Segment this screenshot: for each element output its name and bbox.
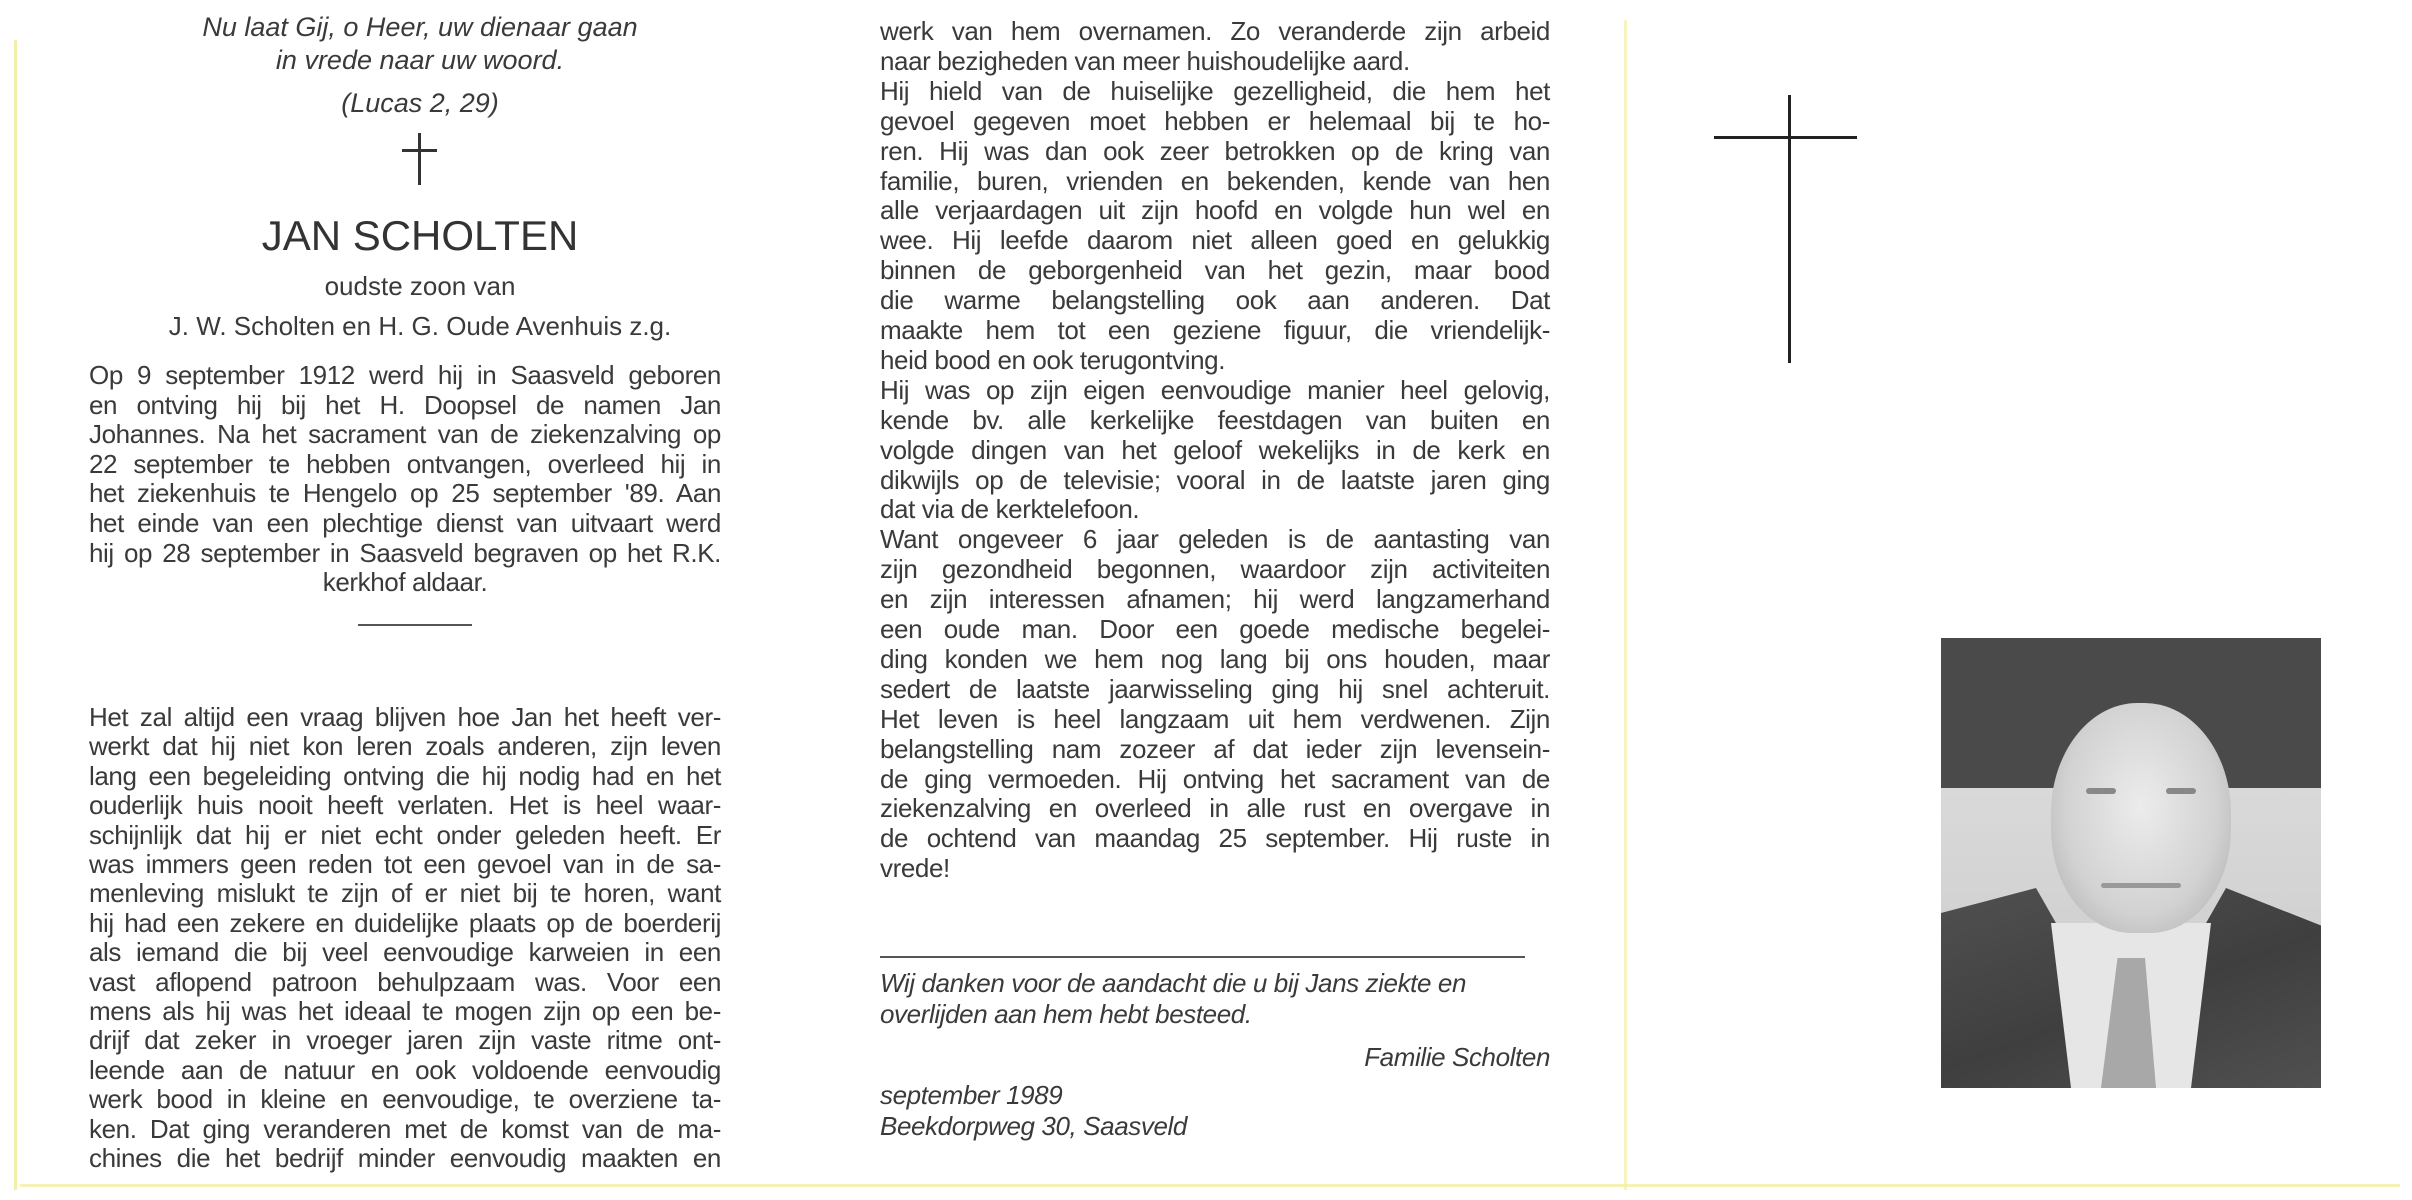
text-line: belangstelling nam zozeer af dat ieder zijn levensein- <box>880 733 1550 764</box>
address-text: Beekdorpweg 30, Saasveld <box>880 1111 1187 1141</box>
text-line: mens als hij was het ideaal te mogen zijn op een be- <box>89 996 721 1026</box>
text-line: kerkhof aldaar. <box>322 567 488 598</box>
text-line: ziekenzalving en overleed in alle rust en overgave in <box>880 793 1550 824</box>
text-line: Het zal altijd een vraag blijven hoe Jan het heeft ver- <box>89 702 721 732</box>
deceased-name: JAN SCHOLTEN <box>261 212 579 259</box>
text-line: werkt dat hij niet kon leren zoals anderen, zijn leven <box>89 731 721 762</box>
text-line: maakte hem tot een geziene figuur, die vriendelijk- <box>880 315 1550 345</box>
text-line: ken. Dat ging veranderen met de komst van de ma- <box>89 1113 721 1144</box>
text-line: ding konden we hem nog lang bij ons houden, maar <box>880 643 1550 674</box>
separator-rule <box>358 624 472 626</box>
paper-edge-bottom <box>20 1184 2400 1187</box>
text-line: werk bood in kleine en eenvoudige, te overziene ta- <box>89 1084 721 1115</box>
thanks-line-1: Wij danken voor de aandacht die u bij Jans ziekte en <box>880 968 1467 998</box>
thanks-line-2: overlijden aan hem hebt besteed. <box>880 999 1252 1029</box>
family-signature: Familie Scholten <box>1364 1042 1550 1072</box>
text-line: dikwijls op de televisie; vooral in de laatste jaren ging <box>880 464 1550 495</box>
text-line: naar bezigheden van meer huishoudelijke aard. <box>880 45 1410 76</box>
text-line: hij op 28 september in Saasveld begraven op het R.K. <box>89 537 721 568</box>
text-line: leende aan de natuur en ook voldoende eenvoudig <box>89 1054 721 1085</box>
quote-line-1: Nu laat Gij, o Heer, uw dienaar gaan <box>202 12 638 42</box>
quote-line-2: in vrede naar uw woord. <box>275 45 565 75</box>
text-line: binnen de geborgenheid van het gezin, maar bood <box>880 255 1550 286</box>
text-line: werk van hem overnamen. Zo veranderde zijn arbeid <box>880 16 1550 46</box>
text-line: de ochtend van maandag 25 september. Hij ruste in <box>880 823 1550 854</box>
text-line: alle verjaardagen uit zijn hoofd en volgde hun wel en <box>880 195 1550 226</box>
text-line: Hij was op zijn eigen eenvoudige manier heel gelovig, <box>880 374 1550 405</box>
text-line: was immers geen reden tot een gevoel van in de sa- <box>89 849 721 879</box>
text-line: lang een begeleiding ontving die hij nodig had en het <box>89 760 721 791</box>
text-line: vrede! <box>880 853 950 884</box>
fold-edge <box>1624 20 1627 1190</box>
text-line: 22 september te hebben ontvangen, overleed hij in <box>89 448 721 479</box>
paper-edge-left <box>14 40 17 1190</box>
text-line: familie, buren, vrienden en bekenden, kende van hen <box>880 165 1550 196</box>
text-line: volgde dingen van het geloof wekelijks in de kerk en <box>880 434 1550 465</box>
text-line: het einde van een plechtige dienst van uitvaart werd <box>89 508 721 538</box>
date-text: september 1989 <box>880 1080 1063 1110</box>
text-line: en ontving hij bij het H. Doopsel de namen Jan <box>89 389 721 420</box>
text-line: en zijn interessen afnamen; hij werd langzamerhand <box>880 584 1550 615</box>
text-line: Johannes. Na het sacrament van de ziekenzalving op <box>89 419 721 450</box>
text-line: drijf dat zeker in vroeger jaren zijn vaste ritme ont- <box>89 1025 721 1056</box>
text-line: dat via de kerktelefoon. <box>880 494 1140 525</box>
portrait-photo <box>1941 638 2321 1088</box>
text-line: het ziekenhuis te Hengelo op 25 september '89. Aan <box>89 478 721 509</box>
text-line: Want ongeveer 6 jaar geleden is de aantasting van <box>880 524 1550 555</box>
text-line: als iemand die bij veel eenvoudige karweien in een <box>89 937 721 968</box>
text-line: gevoel gegeven moet hebben er helemaal bij te ho- <box>880 105 1550 136</box>
text-line: menleving mislukt te zijn of er niet bij te horen, want <box>89 878 721 909</box>
text-line: Op 9 september 1912 werd hij in Saasveld geboren <box>89 360 721 390</box>
text-line: ren. Hij was dan ook zeer betrokken op de kring van <box>880 135 1550 166</box>
text-line: chines die het bedrijf minder eenvoudig maakten en <box>89 1143 721 1173</box>
relation-text: oudste zoon van <box>324 271 516 301</box>
text-line: sedert de laatste jaarwisseling ging hij snel achteruit. <box>880 673 1550 704</box>
text-line: vast aflopend patroon behulpzaam was. Voor een <box>89 966 721 997</box>
bible-reference: (Lucas 2, 29) <box>341 88 499 118</box>
text-line: hij had een zekere en duidelijke plaats op de boerderij <box>89 907 721 938</box>
text-line: de ging vermoeden. Hij ontving het sacrament van de <box>880 763 1550 794</box>
text-line: die warme belangstelling ook aan anderen. Dat <box>880 285 1550 316</box>
text-line: Hij hield van de huiselijke gezelligheid, die hem het <box>880 75 1550 106</box>
text-line: zijn gezondheid begonnen, waardoor zijn activiteiten <box>880 554 1550 585</box>
text-line: schijnlijk dat hij er niet echt onder geleden heeft. Er <box>89 819 721 850</box>
text-line: wee. Hij leefde daarom niet alleen goed en gelukkig <box>880 225 1550 256</box>
text-line: heid bood en ook terugontving. <box>880 344 1226 375</box>
text-line: een oude man. Door een goede medische begelei- <box>880 614 1550 644</box>
text-line: Het leven is heel langzaam uit hem verdwenen. Zijn <box>880 703 1550 734</box>
parents-text: J. W. Scholten en H. G. Oude Avenhuis z.g. <box>168 311 672 341</box>
text-line: ouderlijk huis nooit heeft verlaten. Het is heel waar- <box>89 790 721 821</box>
text-line: kende bv. alle kerkelijke feestdagen van buiten en <box>880 404 1550 435</box>
thanks-separator-rule <box>880 956 1525 958</box>
